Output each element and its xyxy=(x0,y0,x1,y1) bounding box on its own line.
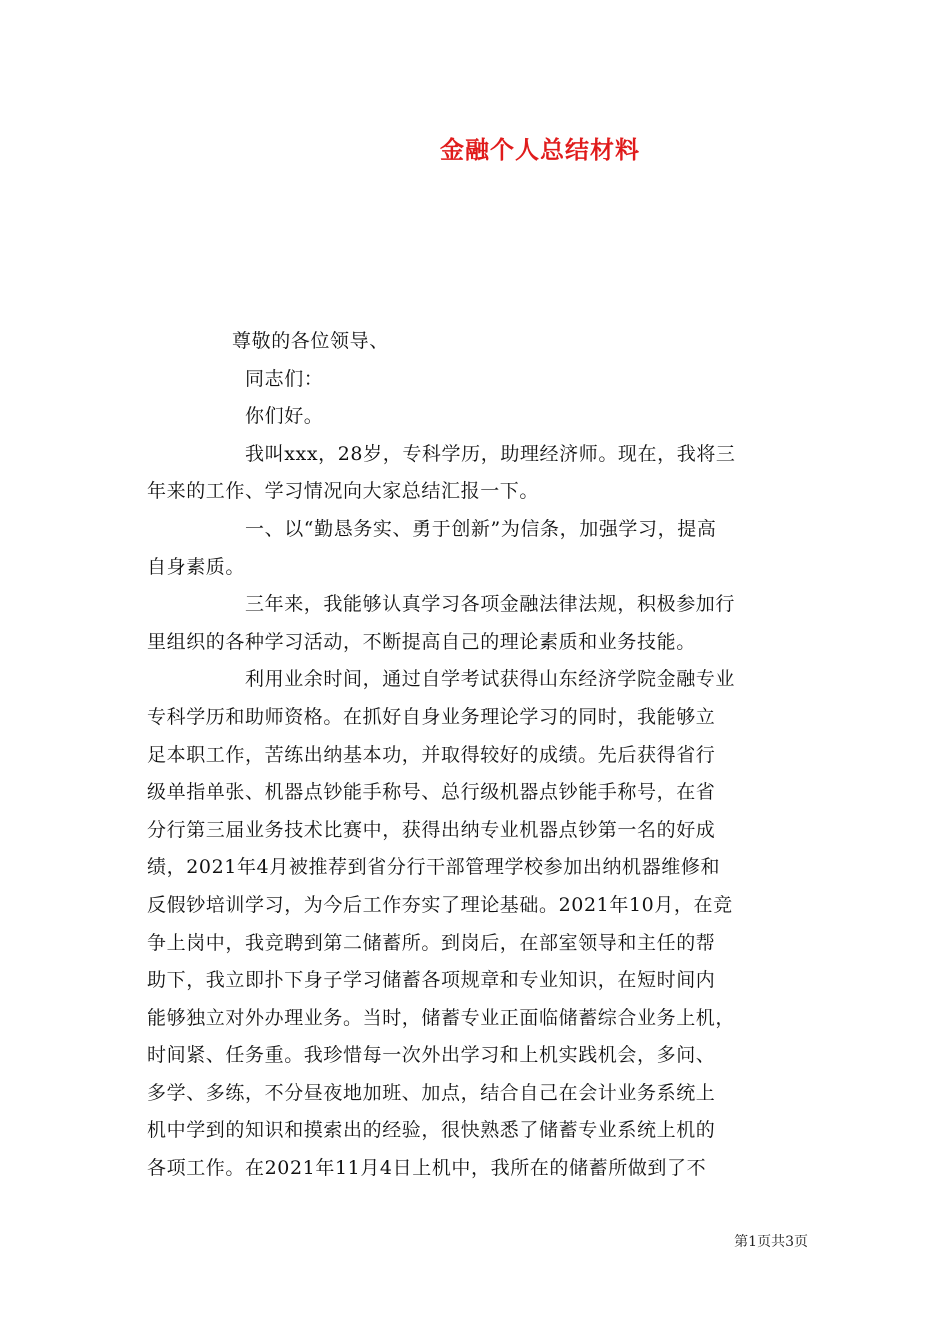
body-line: 专科学历和助师资格。在抓好自身业务理论学习的同时，我能够立 xyxy=(147,705,716,728)
body-line: 同志们： xyxy=(245,367,324,390)
body-line: 助下，我立即扑下身子学习储蓄各项规章和专业知识，在短时间内 xyxy=(147,969,716,992)
body-line: 足本职工作，苦练出纳基本功，并取得较好的成绩。先后获得省行 xyxy=(147,743,716,766)
body-line: 分行第三届业务技术比赛中，获得出纳专业机器点钞第一名的好成 xyxy=(147,818,716,841)
body-line: 争上岗中，我竞聘到第二储蓄所。到岗后，在部室领导和主任的帮 xyxy=(147,931,716,954)
body-line: 能够独立对外办理业务。当时，储蓄专业正面临储蓄综合业务上机， xyxy=(147,1006,736,1029)
body-line: 利用业余时间，通过自学考试获得山东经济学院金融专业 xyxy=(245,668,736,691)
body-line: 机中学到的知识和摸索出的经验，很快熟悉了储蓄专业系统上机的 xyxy=(147,1119,716,1142)
body-line: 时间紧、任务重。我珍惜每一次外出学习和上机实践机会，多问、 xyxy=(147,1044,716,1067)
page-number-footer: 第1页共3页 xyxy=(734,1234,808,1250)
body-line: 三年来，我能够认真学习各项金融法律法规，积极参加行 xyxy=(245,593,736,616)
document-title: 金融个人总结材料 xyxy=(440,135,640,164)
body-line: 级单指单张、机器点钞能手称号、总行级机器点钞能手称号，在省 xyxy=(147,781,716,804)
body-line: 我叫xxx，28岁，专科学历，助理经济师。现在，我将三 xyxy=(245,442,736,465)
body-line: 尊敬的各位领导、 xyxy=(232,330,389,352)
body-line: 年来的工作、学习情况向大家总结汇报一下。 xyxy=(147,480,540,503)
body-line: 自身素质。 xyxy=(147,555,246,578)
body-line: 绩，2021年4月被推荐到省分行干部管理学校参加出纳机器维修和 xyxy=(147,856,721,879)
body-line: 多学、多练，不分昼夜地加班、加点，结合自己在会计业务系统上 xyxy=(147,1081,716,1104)
body-line: 反假钞培训学习，为今后工作夯实了理论基础。2021年10月，在竞 xyxy=(147,893,733,916)
document-body xyxy=(147,323,809,1188)
body-line: 你们好。 xyxy=(245,405,324,428)
body-line: 里组织的各种学习活动，不断提高自己的理论素质和业务技能。 xyxy=(147,630,696,653)
body-line: 一、以“勤恳务实、勇于创新”为信条，加强学习，提高 xyxy=(245,517,717,540)
body-line: 各项工作。在2021年11月4日上机中，我所在的储蓄所做到了不 xyxy=(147,1157,707,1180)
